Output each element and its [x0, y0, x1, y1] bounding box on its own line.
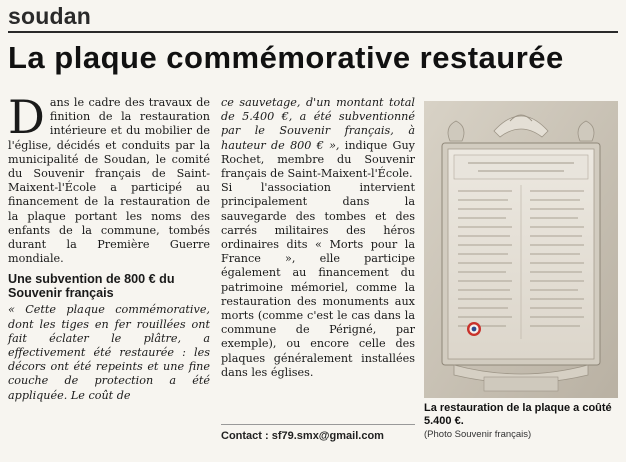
article-column-2: [221, 96, 415, 380]
contact-divider: [221, 424, 415, 425]
photo-credit: (Photo Souvenir français): [424, 429, 532, 440]
quote-continuation: ce sauvetage, d'un montant total de 5.400 €, a été subventionné par le Souvenir français, à hauteur de 800 € »,: [221, 96, 415, 152]
article-column-1: [8, 90, 210, 403]
photo-caption: [424, 402, 618, 441]
caption-text: La restauration de la plaque a coûté 5.400 €.: [424, 402, 612, 427]
attribution: indique Guy Rochet, membre du Souvenir français de Saint-Maixent-l'École.: [221, 138, 416, 181]
article-headline: La plaque commémorative restaurée: [8, 40, 564, 75]
rubric-divider: [8, 31, 618, 33]
subheading: Une subvention de 800 € du Souvenir français: [8, 272, 175, 301]
intro-text: ans le cadre des travaux de finition de la restauration intérieure et du mobilier de l'église, décidés et conduits par la municipalité de Soudan, le comité du Souvenir français de Saint-Maixent-l'École a participé au financement de la restauration de la plaque portant les noms des enfants de la commune, tombés durant la Première Guerre mondiale.: [8, 96, 210, 266]
drop-cap: D: [8, 90, 45, 144]
quote-paragraph: « Cette plaque commémorative, dont les tiges en fer rouillées ont fait éclater le plâtre, a effectivement été restaurée : les décors ont été repeints et une fine couche de protection a été appliquée. Le coût de: [8, 303, 210, 402]
memorial-plaque-photo: [424, 101, 618, 398]
intro-paragraph: [8, 90, 210, 266]
quote-continuation-paragraph: [221, 96, 415, 181]
memorial-plaque-illustration: [424, 101, 618, 398]
section-rubric: soudan: [8, 3, 91, 29]
body-paragraph: Si l'association intervient principalement dans la sauvegarde des tombes et des carrés militaires des héros ordinaires dits « Morts pour la France », elle participe également au financement du patrimoine mémoriel, comme la restauration des monuments aux morts (comme c'est le cas dans la commune de Périgné, par exemple), ou encore celle des plaques généralement installées dans les églises.: [221, 181, 415, 379]
contact-line: Contact : sf79.smx@gmail.com: [221, 430, 384, 442]
